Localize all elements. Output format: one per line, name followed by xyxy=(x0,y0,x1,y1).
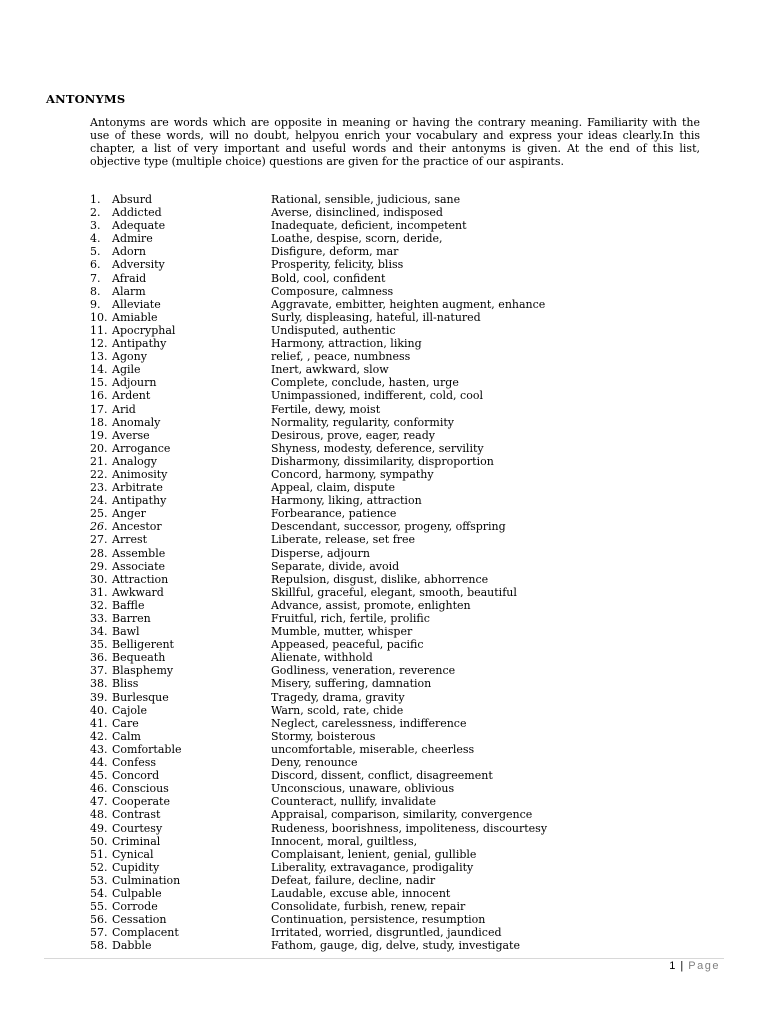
item-antonyms: Defeat, failure, decline, nadir xyxy=(271,873,436,887)
list-item xyxy=(90,285,547,298)
item-number: 14. xyxy=(90,363,108,377)
item-number: 36. xyxy=(90,651,108,665)
list-item xyxy=(90,717,547,730)
list-item xyxy=(90,442,547,455)
item-word: Comfortable xyxy=(112,742,182,756)
list-item xyxy=(90,939,547,952)
footer-separator: | xyxy=(680,960,684,972)
list-item xyxy=(90,769,547,782)
item-antonyms: Mumble, mutter, whisper xyxy=(271,625,413,639)
item-number: 48. xyxy=(90,808,108,822)
item-word: Cupidity xyxy=(112,860,160,874)
item-antonyms: Bold, cool, confident xyxy=(271,271,386,285)
item-word: Adversity xyxy=(112,258,165,272)
item-number: 38. xyxy=(90,677,108,691)
item-number: 37. xyxy=(90,664,108,678)
list-item xyxy=(90,730,547,743)
page-heading: ANTONYMS xyxy=(46,92,126,106)
item-antonyms: Composure, calmness xyxy=(271,284,394,298)
item-word: Bawl xyxy=(112,625,140,639)
list-item xyxy=(90,677,547,690)
item-number: 15. xyxy=(90,376,108,390)
item-word: Ancestor xyxy=(112,520,162,534)
item-word: Amiable xyxy=(112,310,158,324)
item-word: Alleviate xyxy=(112,297,161,311)
list-item xyxy=(90,874,547,887)
item-word: Antipathy xyxy=(112,337,167,351)
list-item xyxy=(90,429,547,442)
item-word: Cajole xyxy=(112,703,148,717)
item-word: Awkward xyxy=(112,585,164,599)
item-antonyms: Aggravate, embitter, heighten augment, enhance xyxy=(271,297,546,311)
item-number: 27. xyxy=(90,533,108,547)
item-antonyms: Continuation, persistence, resumption xyxy=(271,913,486,927)
item-antonyms: Appeal, claim, dispute xyxy=(271,481,396,495)
list-item xyxy=(90,795,547,808)
item-word: Ardent xyxy=(112,389,151,403)
item-number: 42. xyxy=(90,729,108,743)
item-antonyms: Innocent, moral, guiltless, xyxy=(271,834,418,848)
list-item xyxy=(90,664,547,677)
item-number: 33. xyxy=(90,612,108,625)
item-antonyms: Forbearance, patience xyxy=(271,507,397,521)
item-antonyms: Discord, dissent, conflict, disagreement xyxy=(271,769,493,783)
item-word: Belligerent xyxy=(112,638,174,652)
item-word: Arid xyxy=(112,402,136,416)
list-item xyxy=(90,547,547,560)
list-item xyxy=(90,808,547,821)
item-word: Arbitrate xyxy=(112,481,163,495)
item-antonyms: Rational, sensible, judicious, sane xyxy=(271,193,461,206)
item-number: 40. xyxy=(90,703,108,717)
item-number: 21. xyxy=(90,454,108,468)
item-number: 44. xyxy=(90,756,108,770)
item-word: Anomaly xyxy=(112,415,161,429)
item-word: Cessation xyxy=(112,913,167,927)
item-number: 11. xyxy=(90,323,108,337)
item-antonyms: Disperse, adjourn xyxy=(271,546,370,560)
item-number: 55. xyxy=(90,900,108,914)
item-antonyms: Disharmony, dissimilarity, disproportion xyxy=(271,454,494,468)
list-item xyxy=(90,560,547,573)
list-item xyxy=(90,913,547,926)
item-number: 13. xyxy=(90,350,108,364)
item-word: Calm xyxy=(112,729,141,743)
intro-paragraph: Antonyms are words which are opposite in meaning or having the contrary meaning. Familiarity with the use of these words, will no doubt, helpyou enrich your vocabulary and express your ideas clearly.In this chapter, a list of very important and useful words and their antonyms is given. At the end of this list, objective type (multiple choice) questions are given for the practice of our aspirants. xyxy=(90,116,700,168)
list-item xyxy=(90,507,547,520)
item-number: 19. xyxy=(90,428,108,442)
item-word: Concord xyxy=(112,769,160,783)
list-item xyxy=(90,298,547,311)
item-number: 43. xyxy=(90,742,108,756)
item-number: 31. xyxy=(90,585,108,599)
item-number: 25. xyxy=(90,507,108,521)
list-item xyxy=(90,887,547,900)
item-antonyms: Unimpassioned, indifferent, cold, cool xyxy=(271,389,483,403)
list-item xyxy=(90,900,547,913)
list-item xyxy=(90,416,547,429)
item-number: 34. xyxy=(90,625,108,639)
item-number: 2. xyxy=(90,206,101,220)
item-number: 6. xyxy=(90,258,101,272)
item-number: 16. xyxy=(90,389,108,403)
item-word: Assemble xyxy=(112,546,166,560)
item-number: 18. xyxy=(90,415,108,429)
list-item xyxy=(90,586,547,599)
item-word: Absurd xyxy=(112,193,153,206)
item-antonyms: Warn, scold, rate, chide xyxy=(271,703,404,717)
item-word: Corrode xyxy=(112,900,158,914)
item-word: Burlesque xyxy=(112,690,169,704)
item-word: Apocryphal xyxy=(112,323,176,337)
item-antonyms: Consolidate, furbish, renew, repair xyxy=(271,900,466,914)
item-antonyms: Deny, renounce xyxy=(271,756,358,770)
item-word: Adjourn xyxy=(112,376,157,390)
item-antonyms: Separate, divide, avoid xyxy=(271,559,400,573)
item-antonyms: Godliness, veneration, reverence xyxy=(271,664,456,678)
list-item xyxy=(90,599,547,612)
item-word: Barren xyxy=(112,612,151,625)
item-word: Addicted xyxy=(112,206,162,220)
item-word: Confess xyxy=(112,756,156,770)
footer-divider xyxy=(44,958,724,959)
item-word: Agile xyxy=(112,363,141,377)
list-item xyxy=(90,350,547,363)
item-word: Dabble xyxy=(112,939,152,953)
item-antonyms: Misery, suffering, damnation xyxy=(271,677,432,691)
item-number: 10. xyxy=(90,310,108,324)
item-antonyms: Disfigure, deform, mar xyxy=(271,245,399,259)
list-item xyxy=(90,691,547,704)
item-number: 32. xyxy=(90,598,108,612)
item-number: 51. xyxy=(90,847,108,861)
item-antonyms: Appraisal, comparison, similarity, convergence xyxy=(271,808,533,822)
list-item xyxy=(90,520,547,533)
item-word: Adequate xyxy=(112,219,166,233)
item-word: Arrogance xyxy=(112,441,171,455)
item-word: Associate xyxy=(112,559,166,573)
item-word: Arrest xyxy=(112,533,148,547)
item-antonyms: Repulsion, disgust, dislike, abhorrence xyxy=(271,572,489,586)
list-item xyxy=(90,206,547,219)
item-number: 56. xyxy=(90,913,108,927)
item-number: 3. xyxy=(90,219,101,233)
page-footer xyxy=(669,960,720,972)
list-item xyxy=(90,403,547,416)
item-antonyms: Tragedy, drama, gravity xyxy=(271,690,405,704)
item-antonyms: Skillful, graceful, elegant, smooth, beautiful xyxy=(271,585,517,599)
list-item xyxy=(90,468,547,481)
item-number: 8. xyxy=(90,284,101,298)
item-word: Afraid xyxy=(112,271,147,285)
item-antonyms: Neglect, carelessness, indifference xyxy=(271,716,467,730)
item-number: 50. xyxy=(90,834,108,848)
list-item xyxy=(90,337,547,350)
item-number: 24. xyxy=(90,494,108,508)
item-antonyms: Alienate, withhold xyxy=(271,651,373,665)
item-number: 39. xyxy=(90,690,108,704)
item-antonyms: Normality, regularity, conformity xyxy=(271,415,455,429)
item-number: 28. xyxy=(90,546,108,560)
item-word: Admire xyxy=(112,232,153,246)
item-number: 54. xyxy=(90,886,108,900)
list-item xyxy=(90,625,547,638)
item-antonyms: uncomfortable, miserable, cheerless xyxy=(271,742,475,756)
item-number: 22. xyxy=(90,467,108,481)
list-item xyxy=(90,573,547,586)
list-item xyxy=(90,822,547,835)
item-number: 49. xyxy=(90,821,108,835)
list-item xyxy=(90,743,547,756)
item-number: 30. xyxy=(90,572,108,586)
item-antonyms: Liberate, release, set free xyxy=(271,533,416,547)
list-item xyxy=(90,651,547,664)
item-number: 45. xyxy=(90,769,108,783)
list-item xyxy=(90,455,547,468)
item-antonyms: Fruitful, rich, fertile, prolific xyxy=(271,612,430,625)
item-word: Care xyxy=(112,716,139,730)
item-number: 17. xyxy=(90,402,108,416)
item-word: Alarm xyxy=(112,284,146,298)
list-item xyxy=(90,704,547,717)
item-word: Bequeath xyxy=(112,651,166,665)
item-antonyms: Fertile, dewy, moist xyxy=(271,402,381,416)
item-antonyms: Complete, conclude, hasten, urge xyxy=(271,376,459,390)
item-number: 57. xyxy=(90,926,108,940)
list-item xyxy=(90,193,547,206)
item-word: Contrast xyxy=(112,808,161,822)
list-item xyxy=(90,861,547,874)
item-antonyms: Harmony, attraction, liking xyxy=(271,337,422,351)
item-number: 20. xyxy=(90,441,108,455)
list-item xyxy=(90,494,547,507)
item-antonyms: Advance, assist, promote, enlighten xyxy=(271,598,471,612)
item-number: 46. xyxy=(90,782,108,796)
item-number: 5. xyxy=(90,245,101,259)
list-item xyxy=(90,258,547,271)
item-antonyms: Counteract, nullify, invalidate xyxy=(271,795,437,809)
item-antonyms: Laudable, excuse able, innocent xyxy=(271,886,451,900)
item-word: Culmination xyxy=(112,873,181,887)
item-word: Animosity xyxy=(112,467,168,481)
item-antonyms: Inert, awkward, slow xyxy=(271,363,389,377)
list-item xyxy=(90,376,547,389)
item-antonyms: Rudeness, boorishness, impoliteness, discourtesy xyxy=(271,821,548,835)
item-word: Averse xyxy=(112,428,150,442)
item-number: 12. xyxy=(90,337,108,351)
item-number: 9. xyxy=(90,297,101,311)
item-antonyms: Undisputed, authentic xyxy=(271,323,396,337)
list-item xyxy=(90,756,547,769)
item-antonyms: Unconscious, unaware, oblivious xyxy=(271,782,455,796)
item-word: Conscious xyxy=(112,782,169,796)
list-item xyxy=(90,272,547,285)
item-word: Courtesy xyxy=(112,821,163,835)
item-antonyms: Descendant, successor, progeny, offspring xyxy=(271,520,506,534)
list-item xyxy=(90,363,547,376)
item-word: Cynical xyxy=(112,847,154,861)
item-antonyms: Concord, harmony, sympathy xyxy=(271,467,434,481)
list-item xyxy=(90,782,547,795)
item-antonyms: Appeased, peaceful, pacific xyxy=(271,638,424,652)
item-word: Antipathy xyxy=(112,494,167,508)
item-antonyms: Irritated, worried, disgruntled, jaundiced xyxy=(271,926,502,940)
item-antonyms: Inadequate, deficient, incompetent xyxy=(271,219,467,233)
item-word: Attraction xyxy=(112,572,169,586)
list-item xyxy=(90,835,547,848)
item-antonyms: Stormy, boisterous xyxy=(271,729,376,743)
list-item xyxy=(90,533,547,546)
item-antonyms: relief, , peace, numbness xyxy=(271,350,411,364)
item-antonyms: Desirous, prove, eager, ready xyxy=(271,428,435,442)
list-item xyxy=(90,481,547,494)
list-item xyxy=(90,324,547,337)
item-antonyms: Prosperity, felicity, bliss xyxy=(271,258,404,272)
item-word: Anger xyxy=(112,507,146,521)
item-number: 29. xyxy=(90,559,108,573)
list-item xyxy=(90,232,547,245)
list-item xyxy=(90,219,547,232)
item-number: 53. xyxy=(90,873,108,887)
item-antonyms: Harmony, liking, attraction xyxy=(271,494,422,508)
item-word: Blasphemy xyxy=(112,664,174,678)
list-item xyxy=(90,612,547,625)
item-number: 35. xyxy=(90,638,108,652)
list-item xyxy=(90,245,547,258)
item-number: 58. xyxy=(90,939,108,953)
item-number: 1. xyxy=(90,193,101,206)
list-item xyxy=(90,311,547,324)
item-antonyms: Liberality, extravagance, prodigality xyxy=(271,860,474,874)
item-word: Cooperate xyxy=(112,795,170,809)
item-antonyms: Complaisant, lenient, genial, gullible xyxy=(271,847,477,861)
list-item xyxy=(90,926,547,939)
item-antonyms: Shyness, modesty, deference, servility xyxy=(271,441,484,455)
item-word: Bliss xyxy=(112,677,139,691)
item-antonyms: Averse, disinclined, indisposed xyxy=(271,206,443,220)
item-antonyms: Fathom, gauge, dig, delve, study, investigate xyxy=(271,939,520,953)
item-antonyms: Loathe, despise, scorn, deride, xyxy=(271,232,443,246)
item-number: 41. xyxy=(90,716,108,730)
item-number: 7. xyxy=(90,271,101,285)
item-number: 23. xyxy=(90,481,108,495)
item-word: Agony xyxy=(112,350,147,364)
item-word: Baffle xyxy=(112,598,145,612)
item-number: 47. xyxy=(90,795,108,809)
item-word: Adorn xyxy=(112,245,146,259)
list-item xyxy=(90,638,547,651)
page-label: Page xyxy=(688,960,720,972)
list-item xyxy=(90,389,547,402)
antonym-list xyxy=(90,193,547,952)
item-number: 52. xyxy=(90,860,108,874)
item-word: Analogy xyxy=(112,454,157,468)
page-number: 1 xyxy=(669,960,676,972)
item-word: Culpable xyxy=(112,886,162,900)
item-number: 4. xyxy=(90,232,101,246)
item-antonyms: Surly, displeasing, hateful, ill-natured xyxy=(271,310,481,324)
item-number: 26. xyxy=(90,520,108,534)
list-item xyxy=(90,848,547,861)
item-word: Complacent xyxy=(112,926,179,940)
item-word: Criminal xyxy=(112,834,161,848)
